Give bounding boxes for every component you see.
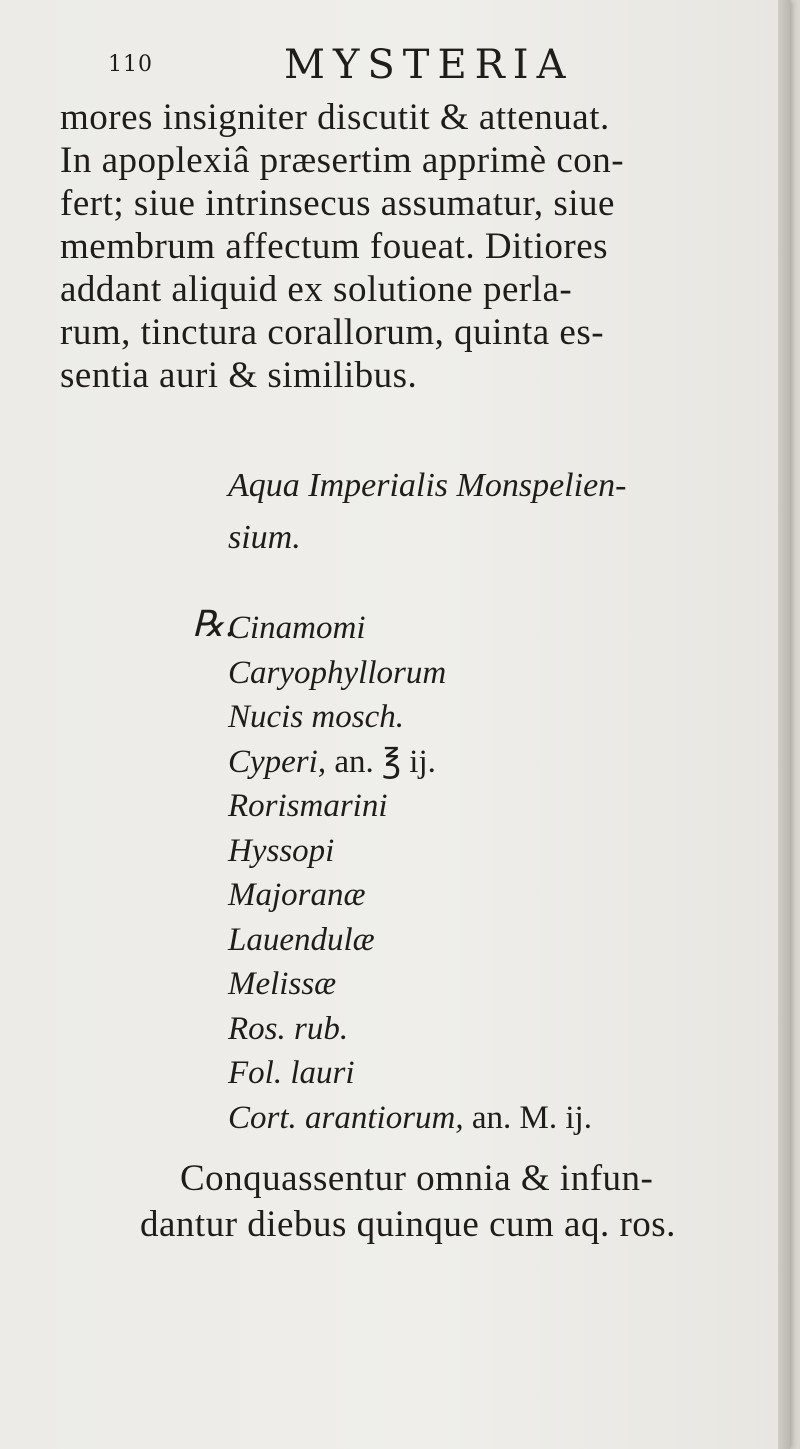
ingredient-name: Cyperi,	[228, 743, 327, 780]
closing-paragraph	[140, 1156, 780, 1248]
body-line: sentia auri & similibus.	[60, 355, 418, 396]
recipe-symbol: ℞.	[192, 604, 236, 645]
ingredient-item	[228, 918, 748, 963]
ingredient-item	[228, 695, 748, 740]
ingredient-dose: an. M. ij.	[471, 1099, 592, 1136]
ingredient-item	[228, 784, 748, 829]
running-title: MYSTERIA	[284, 42, 574, 88]
ingredient-name: Ros. rub.	[228, 1010, 349, 1047]
ingredient-item	[228, 740, 748, 785]
ingredient-name: Lauendulæ	[228, 921, 375, 958]
closing-line: Conquassentur omnia & infun-	[180, 1158, 654, 1199]
ingredient-item	[228, 1007, 748, 1052]
body-paragraph	[60, 96, 780, 397]
ingredient-name: Nucis mosch.	[228, 699, 404, 735]
ingredient-name: Rorismarini	[228, 788, 388, 824]
ingredient-item	[228, 829, 748, 874]
page-header	[108, 42, 728, 92]
body-line: mores insigniter discutit & attenuat.	[60, 97, 610, 138]
ingredient-name: Fol. lauri	[228, 1055, 355, 1091]
page-number: 110	[108, 52, 153, 77]
section-title-line: sium.	[228, 519, 301, 556]
ingredient-name: Cort. arantiorum,	[228, 1099, 464, 1136]
ingredient-name: Caryophyllorum	[228, 654, 447, 691]
body-line: rum, tinctura corallorum, quinta es-	[60, 312, 605, 353]
body-line: In apoplexiâ præsertim apprimè con-	[60, 140, 625, 181]
ingredient-item	[228, 1096, 748, 1141]
ingredient-item	[228, 962, 748, 1007]
ingredient-name: Majoranæ	[228, 877, 366, 913]
ingredient-dose: an. ℥ ij.	[334, 743, 436, 780]
ingredient-name: Hyssopi	[228, 832, 335, 869]
ingredient-list	[228, 606, 748, 1140]
body-line: fert; siue intrinsecus assumatur, siue	[60, 183, 615, 224]
ingredient-name: Melissæ	[228, 966, 337, 1002]
closing-line: dantur diebus quinque cum aq. ros.	[140, 1204, 676, 1245]
ingredient-item	[228, 606, 748, 651]
body-line: membrum affectum foueat. Ditiores	[60, 226, 609, 267]
ingredient-name: Cinamomi	[228, 610, 366, 646]
ingredient-item	[228, 651, 748, 696]
body-line: addant aliquid ex solutione perla-	[60, 269, 573, 310]
section-title-line: Aqua Imperialis Monspelien-	[228, 467, 627, 504]
ingredient-item	[228, 1051, 748, 1096]
ingredient-item	[228, 873, 748, 918]
section-title	[228, 460, 728, 564]
